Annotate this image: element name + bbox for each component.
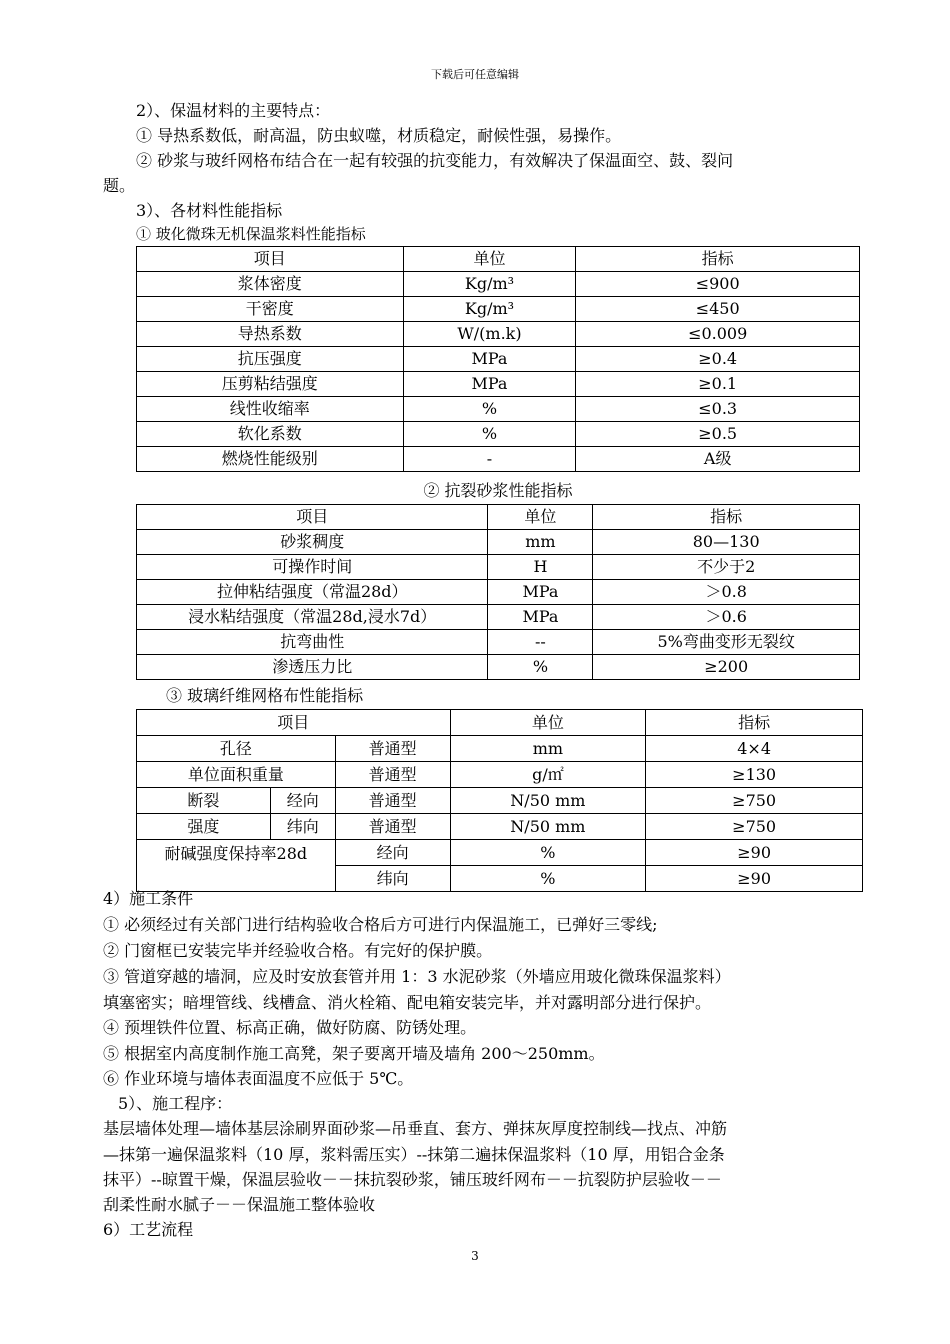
section3-title: 3）、各材料性能指标 — [136, 201, 283, 220]
section4-item: ③ 管道穿越的墙洞，应及时安放套管并用 1：3 水泥砂浆（外墙应用玻化微珠保温浆料） — [103, 967, 731, 986]
section5-line: 抹平）--晾置干燥，保温层验收－－抹抗裂砂浆，铺压玻纤网布－－抗裂防护层验收－－ — [103, 1170, 722, 1189]
table-cell: ≥750 — [646, 788, 863, 814]
table-row — [137, 580, 860, 605]
table-row — [137, 840, 863, 866]
table-cell: ≥130 — [646, 762, 863, 788]
header-cell: 单位 — [450, 710, 646, 736]
table-cell: 浆体密度 — [137, 272, 404, 297]
table-cell: ≤450 — [576, 297, 860, 322]
table-cell: 普通型 — [335, 762, 450, 788]
table2-anti-crack-mortar — [136, 504, 860, 680]
table-cell: 纬向 — [335, 866, 450, 892]
header-cell: 指标 — [646, 710, 863, 736]
table-cell: MPa — [403, 347, 576, 372]
table-row — [137, 788, 863, 814]
table-row — [137, 447, 860, 472]
section2-item1: ① 导热系数低，耐高温，防虫蚁噬，材质稳定，耐候性强，易操作。 — [136, 126, 622, 145]
table-cell: - — [403, 447, 576, 472]
table-cell: 渗透压力比 — [137, 655, 488, 680]
table-cell: 不少于2 — [593, 555, 860, 580]
table-cell: ＞0.6 — [593, 605, 860, 630]
table-cell: % — [488, 655, 593, 680]
table-cell: MPa — [403, 372, 576, 397]
table1-insulation-slurry — [136, 246, 860, 472]
table-cell: 4×4 — [646, 736, 863, 762]
table-header-row — [137, 505, 860, 530]
table-cell: % — [403, 397, 576, 422]
table-cell: 断裂 — [137, 788, 271, 814]
header-cell: 指标 — [576, 247, 860, 272]
header-cell: 项目 — [137, 710, 451, 736]
section5-line: 基层墙体处理—墙体基层涂刷界面砂浆—吊垂直、套方、弹抹灰厚度控制线—找点、冲筋 — [103, 1119, 728, 1138]
table-cell: ＞0.8 — [593, 580, 860, 605]
section4-item: ⑥ 作业环境与墙体表面温度不应低于 5℃。 — [103, 1069, 414, 1088]
table-cell: 导热系数 — [137, 322, 404, 347]
section4-item: ① 必须经过有关部门进行结构验收合格后方可进行内保温施工，已弹好三零线; — [103, 915, 658, 934]
table-row — [137, 322, 860, 347]
table-row — [137, 297, 860, 322]
table-cell: 经向 — [335, 840, 450, 866]
table-cell: 砂浆稠度 — [137, 530, 488, 555]
table-cell: 强度 — [137, 814, 271, 840]
table-cell: ≥750 — [646, 814, 863, 840]
table-cell: ≤900 — [576, 272, 860, 297]
table-cell: mm — [450, 736, 646, 762]
table-cell: 拉伸粘结强度（常温28d） — [137, 580, 488, 605]
table-cell: ≥90 — [646, 840, 863, 866]
table-cell: 软化系数 — [137, 422, 404, 447]
table-cell: 普通型 — [335, 814, 450, 840]
section4-item: ④ 预埋铁件位置、标高正确，做好防腐、防锈处理。 — [103, 1018, 477, 1037]
table-cell: % — [403, 422, 576, 447]
section5-line: 刮柔性耐水腻子－－保温施工整体验收 — [103, 1195, 376, 1214]
table-cell: H — [488, 555, 593, 580]
header-cell: 项目 — [137, 505, 488, 530]
table-cell: 压剪粘结强度 — [137, 372, 404, 397]
table-cell: ≥90 — [646, 866, 863, 892]
table-row — [137, 530, 860, 555]
table-cell: % — [450, 866, 646, 892]
header-cell: 项目 — [137, 247, 404, 272]
header-cell: 指标 — [593, 505, 860, 530]
table-cell: N/50 mm — [450, 788, 646, 814]
table-row — [137, 347, 860, 372]
table-header-row — [137, 247, 860, 272]
header-cell: 单位 — [488, 505, 593, 530]
table-cell: 可操作时间 — [137, 555, 488, 580]
table-row — [137, 736, 863, 762]
table-cell: ≥0.4 — [576, 347, 860, 372]
table-cell: 纬向 — [270, 814, 335, 840]
section6-title: 6）工艺流程 — [103, 1220, 194, 1239]
table-row — [137, 655, 860, 680]
table-cell: 线性收缩率 — [137, 397, 404, 422]
table1-caption: ① 玻化微珠无机保温浆料性能指标 — [136, 225, 366, 243]
table-cell: Kg/m³ — [403, 272, 576, 297]
table-cell: 普通型 — [335, 736, 450, 762]
table-cell: ≤0.009 — [576, 322, 860, 347]
table-cell: 干密度 — [137, 297, 404, 322]
table-cell: 孔径 — [137, 736, 336, 762]
table-row — [137, 422, 860, 447]
table-cell: MPa — [488, 580, 593, 605]
table-row — [137, 372, 860, 397]
table-row — [137, 272, 860, 297]
table-cell: 单位面积重量 — [137, 762, 336, 788]
table-cell: % — [450, 840, 646, 866]
table-cell: 燃烧性能级别 — [137, 447, 404, 472]
table2-caption: ② 抗裂砂浆性能指标 — [423, 481, 573, 500]
table-row — [137, 762, 863, 788]
table-cell: 抗压强度 — [137, 347, 404, 372]
page-header: 下载后可任意编辑 — [431, 68, 519, 81]
section4-item: ⑤ 根据室内高度制作施工高凳，架子要离开墙及墙角 200～250mm。 — [103, 1044, 605, 1063]
page-number: 3 — [471, 1249, 479, 1263]
table-row — [137, 605, 860, 630]
section2-title: 2）、保温材料的主要特点： — [136, 101, 331, 120]
section4-item: ② 门窗框已安装完毕并经验收合格。有完好的保护膜。 — [103, 941, 493, 960]
table-row — [137, 397, 860, 422]
table-cell: 浸水粘结强度（常温28d,浸水7d） — [137, 605, 488, 630]
table-row — [137, 555, 860, 580]
section2-item2-line2: 题。 — [103, 176, 136, 195]
table-cell: 抗弯曲性 — [137, 630, 488, 655]
table3-fiberglass-mesh — [136, 709, 863, 892]
table-row — [137, 814, 863, 840]
table-cell: 经向 — [270, 788, 335, 814]
table-cell: ≥0.1 — [576, 372, 860, 397]
section2-item2-line1: ② 砂浆与玻纤网格布结合在一起有较强的抗变能力，有效解决了保温面空、鼓、裂问 — [136, 151, 734, 170]
table-cell: MPa — [488, 605, 593, 630]
table-cell: A级 — [576, 447, 860, 472]
table-cell: -- — [488, 630, 593, 655]
table-cell: 5%弯曲变形无裂纹 — [593, 630, 860, 655]
table-cell: 80—130 — [593, 530, 860, 555]
table-cell: ≤0.3 — [576, 397, 860, 422]
table-row — [137, 630, 860, 655]
section5-title: 5）、施工程序： — [118, 1094, 233, 1113]
table-cell: ≥0.5 — [576, 422, 860, 447]
table-cell: 耐碱强度保持率28d — [137, 840, 336, 866]
section4-item: 填塞密实；暗埋管线、线槽盒、消火栓箱、配电箱安装完毕，并对露明部分进行保护。 — [103, 993, 712, 1012]
header-cell: 单位 — [403, 247, 576, 272]
table-cell: Kg/m³ — [403, 297, 576, 322]
section4-title: 4）施工条件 — [103, 889, 194, 908]
table-cell: g/㎡ — [450, 762, 646, 788]
table-header-row — [137, 710, 863, 736]
table-cell: 普通型 — [335, 788, 450, 814]
section5-line: —抹第一遍保温浆料（10 厚，浆料需压实）--抹第二遍抹保温浆料（10 厚，用铝合金条 — [103, 1145, 725, 1164]
table-cell: mm — [488, 530, 593, 555]
table3-caption: ③ 玻璃纤维网格布性能指标 — [166, 686, 364, 705]
table-cell: ≥200 — [593, 655, 860, 680]
table-cell: N/50 mm — [450, 814, 646, 840]
table-cell: W/(m.k) — [403, 322, 576, 347]
